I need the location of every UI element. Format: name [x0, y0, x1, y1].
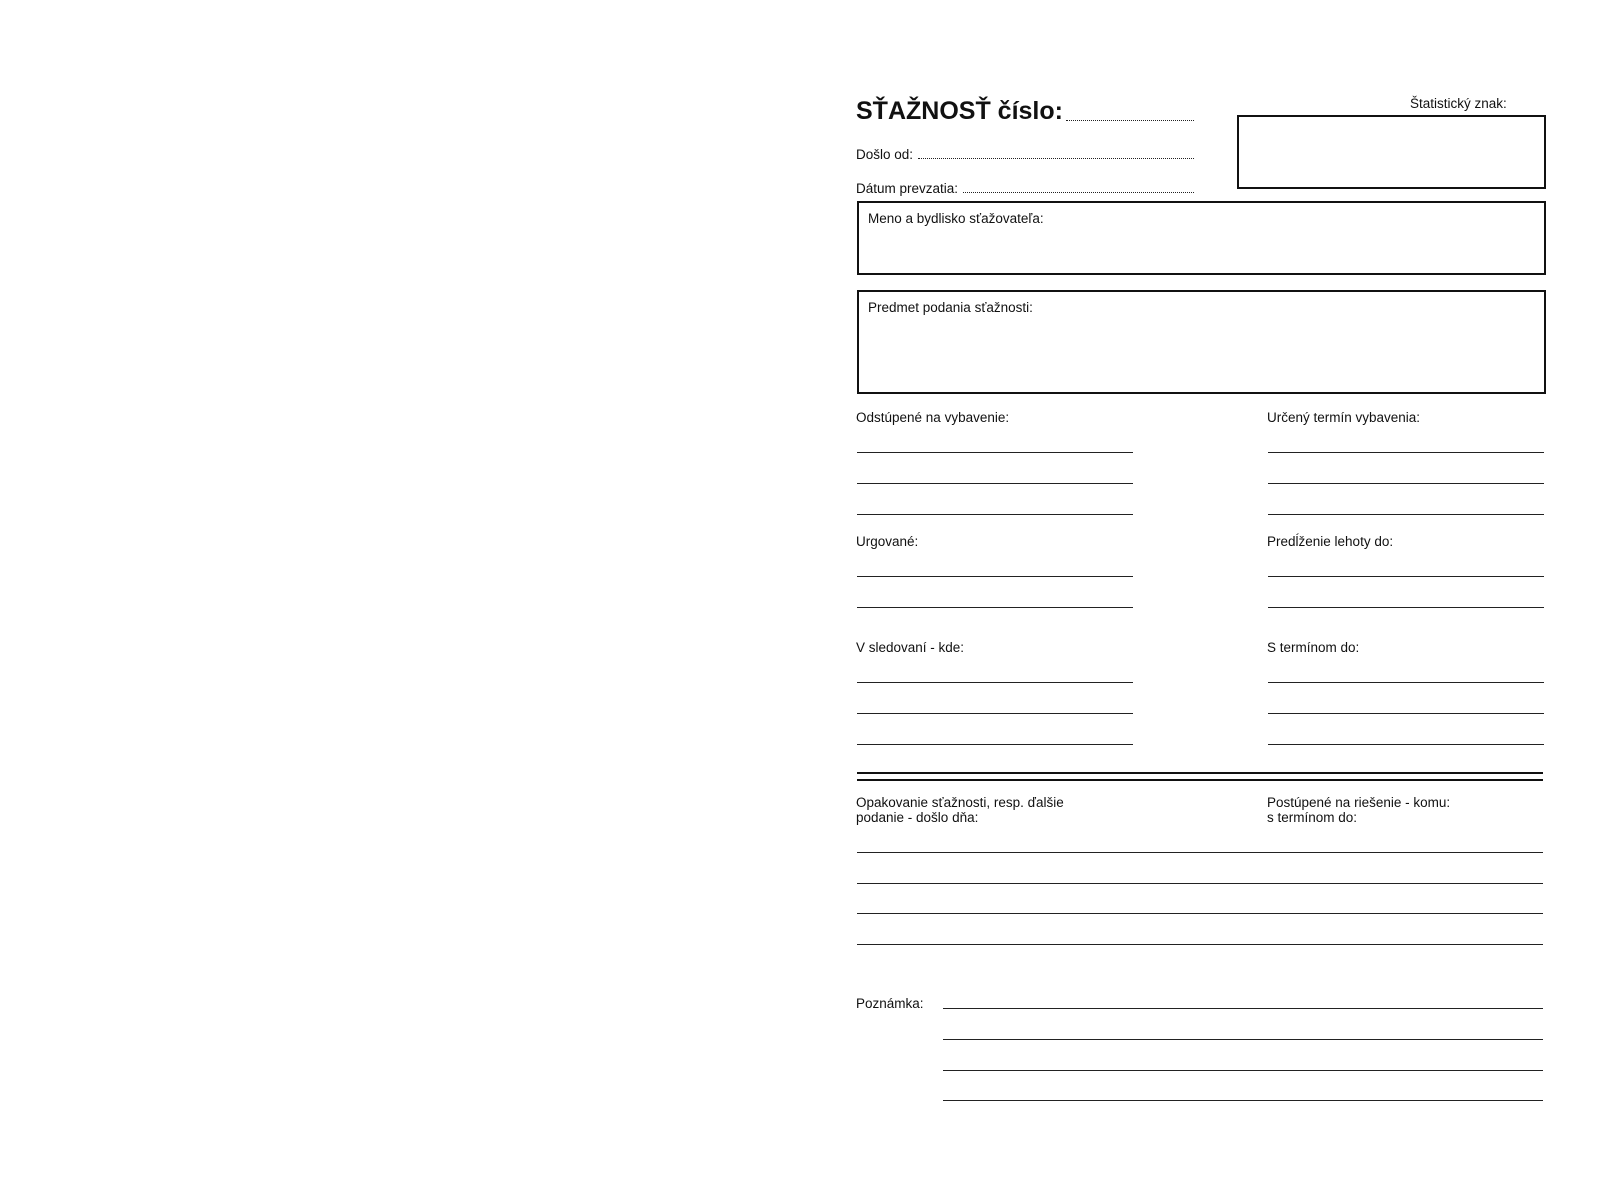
forwarded-label-line1: Postúpené na riešenie - komu: [1267, 795, 1451, 810]
date-received-label: Dátum prevzatia: [856, 181, 959, 196]
deadline-line-1[interactable] [1268, 452, 1544, 453]
assigned-line-2[interactable] [857, 483, 1133, 484]
forwarded-label-line2: s termínom do: [1267, 810, 1358, 825]
repeat-label-line1: Opakovanie sťažnosti, resp. ďalšie [856, 795, 1064, 810]
monitoring-line-2[interactable] [857, 713, 1133, 714]
received-from-field[interactable] [918, 158, 1194, 159]
repeat-line-4[interactable] [857, 944, 1543, 945]
assigned-label: Odstúpené na vybavenie: [856, 410, 1010, 425]
note-line-3[interactable] [943, 1070, 1543, 1071]
deadline-line-2[interactable] [1268, 483, 1544, 484]
term-line-1[interactable] [1268, 682, 1544, 683]
extension-label: Predĺženie lehoty do: [1267, 534, 1394, 549]
received-from-label: Došlo od: [856, 147, 914, 162]
subject-box[interactable] [857, 290, 1546, 394]
note-line-1[interactable] [943, 1008, 1543, 1009]
repeat-line-3[interactable] [857, 913, 1543, 914]
urged-line-1[interactable] [857, 576, 1133, 577]
repeat-label-line2: podanie - došlo dňa: [856, 810, 979, 825]
divider-rule-top [857, 772, 1543, 774]
date-received-field[interactable] [963, 192, 1194, 193]
term-line-2[interactable] [1268, 713, 1544, 714]
extension-line-2[interactable] [1268, 607, 1544, 608]
monitoring-line-3[interactable] [857, 744, 1133, 745]
monitoring-line-1[interactable] [857, 682, 1133, 683]
deadline-label: Určený termín vybavenia: [1267, 410, 1421, 425]
deadline-line-3[interactable] [1268, 514, 1544, 515]
statistical-code-box[interactable] [1237, 115, 1546, 189]
extension-line-1[interactable] [1268, 576, 1544, 577]
urged-line-2[interactable] [857, 607, 1133, 608]
statistical-code-label: Štatistický znak: [1410, 96, 1507, 111]
divider-rule-bottom [857, 779, 1543, 781]
assigned-line-3[interactable] [857, 514, 1133, 515]
repeat-line-1[interactable] [857, 852, 1543, 853]
subject-label: Predmet podania sťažnosti: [868, 300, 1033, 315]
repeat-line-2[interactable] [857, 883, 1543, 884]
assigned-line-1[interactable] [857, 452, 1133, 453]
name-address-box[interactable] [857, 201, 1546, 275]
note-line-4[interactable] [943, 1100, 1543, 1101]
form-title: SŤAŽNOSŤ číslo: [856, 97, 1063, 125]
term-line-3[interactable] [1268, 744, 1544, 745]
note-label: Poznámka: [856, 996, 924, 1011]
complaint-number-field[interactable] [1066, 120, 1194, 121]
monitoring-label: V sledovaní - kde: [856, 640, 965, 655]
name-address-label: Meno a bydlisko sťažovateľa: [868, 211, 1044, 226]
note-line-2[interactable] [943, 1039, 1543, 1040]
term-label: S termínom do: [1267, 640, 1360, 655]
urged-label: Urgované: [856, 534, 919, 549]
